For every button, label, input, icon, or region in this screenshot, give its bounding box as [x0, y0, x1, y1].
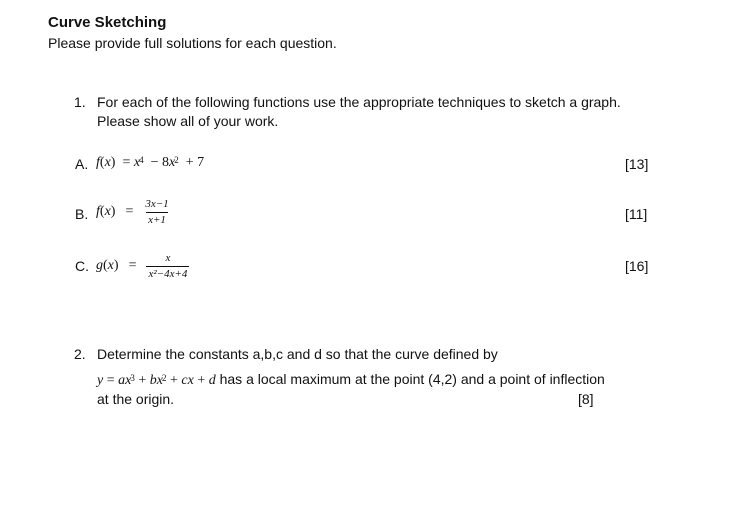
part-b-marks: [11]	[625, 206, 648, 222]
question-2-line-3: at the origin.	[97, 391, 175, 407]
part-b-label: B.	[75, 206, 89, 222]
part-a-label: A.	[75, 156, 89, 172]
question-2-line-2	[97, 371, 605, 389]
part-b-numerator: 3x−1	[145, 197, 169, 210]
page-title: Curve Sketching	[48, 14, 167, 31]
part-c-numerator: x	[165, 251, 171, 264]
part-b-fraction	[143, 198, 170, 227]
question-1-line-2: Please show all of your work.	[97, 113, 279, 129]
question-1-line-1: For each of the following functions use the appropriate techniques to sketch a graph.	[97, 94, 621, 110]
part-c-denominator: x²−4x+4	[148, 267, 188, 280]
part-a-equation: $f(x) = x^4 - 8x^2 + 7$	[96, 155, 205, 170]
question-2-line-1: Determine the constants a,b,c and d so that the curve defined by	[97, 346, 498, 362]
part-b-denominator: x+1	[148, 213, 166, 226]
question-2-marks: [8]	[578, 391, 594, 407]
question-1-number: 1.	[74, 94, 86, 110]
page-subtitle: Please provide full solutions for each question.	[48, 35, 337, 51]
part-c-marks: [16]	[625, 258, 649, 274]
part-b-equation: f(x) = $\frac{3x-1}{x+1}$	[96, 197, 169, 226]
part-c-label: C.	[75, 258, 89, 274]
part-a-marks: [13]	[625, 156, 649, 172]
part-c-equation: g(x) = $\frac{x}{\text{x²−4x+4}}$	[96, 251, 188, 280]
part-c-fraction	[146, 252, 189, 281]
question-2-line-2-text: has a local maximum at the point (4,2) and a point of inflection	[215, 371, 605, 387]
question-2-curve-equation: $y = ax^3 + bx^2$ + cx + d	[97, 373, 216, 388]
question-2-number: 2.	[74, 346, 86, 362]
